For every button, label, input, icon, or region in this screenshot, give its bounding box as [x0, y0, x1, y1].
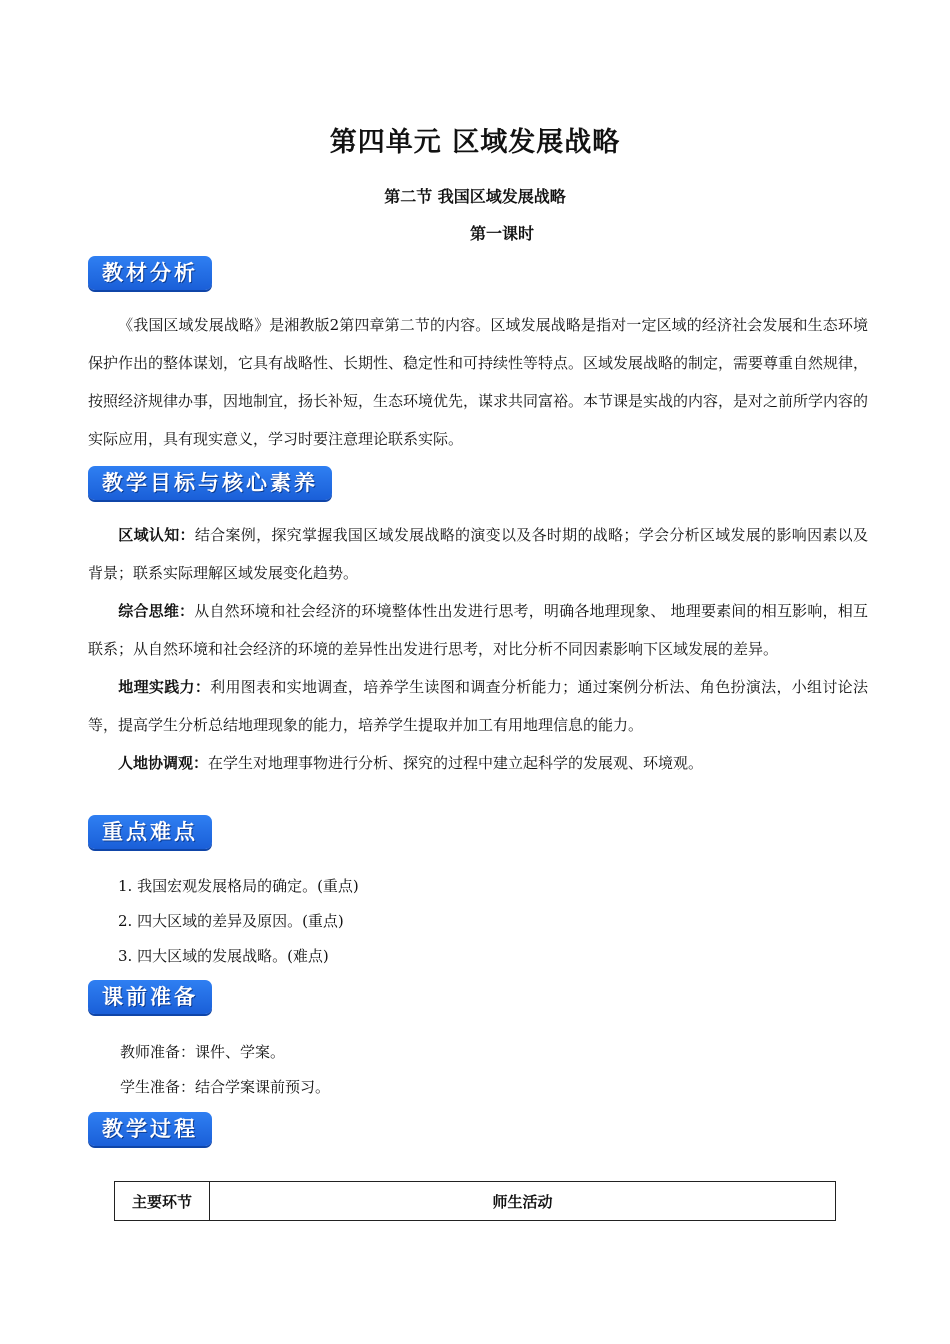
lesson-label: 第一课时: [470, 224, 535, 243]
material-analysis-text: 《我国区域发展战略》是湘教版2第四章第二节的内容。区域发展战略是指对一定区域的经济社会发展和生态环境保护作出的整体谋划，它具有战略性、长期性、稳定性和可持续性等特点。区域发展战略的制定，需要尊重自然规律，按照经济规律办事，因地制宜，扬长补短，生态环境优先，谋求共同富裕。本节课是实战的内容，是对之前所学内容的实际应用，具有现实意义，学习时要注意理论联系实际。: [88, 316, 869, 448]
student-preparation: 学生准备：结合学案课前预习。: [120, 1078, 331, 1096]
banner-teaching-goals: 教学目标与核心素养: [88, 466, 332, 500]
table-header-activity: 师生活动: [210, 1182, 836, 1221]
key-point-item: 2. 四大区域的差异及原因。(重点): [118, 912, 344, 930]
goal-item: 区域认知：结合案例，探究掌握我国区域发展战略的演变以及各时期的战略；学会分析区域发展的影响因素以及背景；联系实际理解区域发展变化趋势。: [88, 526, 868, 582]
goal-item: 地理实践力：利用图表和实地调查，培养学生读图和调查分析能力；通过案例分析法、角色扮演法，小组讨论法等，提高学生分析总结地理现象的能力，培养学生提取并加工有用地理信息的能力。: [88, 678, 868, 734]
goals-list: [88, 516, 868, 782]
goal-item: 人地协调观：在学生对地理事物进行分析、探究的过程中建立起科学的发展观、环境观。: [118, 754, 704, 772]
key-point-item: 1. 我国宏观发展格局的确定。(重点): [118, 877, 359, 895]
banner-key-points: 重点难点: [88, 815, 212, 849]
table-row: [115, 1182, 836, 1221]
banner-preparation: 课前准备: [88, 980, 212, 1014]
goal-item: 综合思维：从自然环境和社会经济的环境整体性出发进行思考，明确各地理现象、 地理要素间的相互影响，相互联系；从自然环境和社会经济的环境的差异性出发进行思考，对比分析不同因素影响下区域发展的差异。: [88, 602, 868, 658]
table-header-main-step: 主要环节: [115, 1182, 210, 1221]
key-point-item: 3. 四大区域的发展战略。(难点): [118, 947, 329, 965]
banner-material-analysis: 教材分析: [88, 256, 212, 290]
teaching-process-table: [114, 1181, 836, 1221]
teacher-preparation: 教师准备：课件、学案。: [120, 1043, 286, 1061]
page-title: 第四单元 区域发展战略: [329, 127, 621, 158]
banner-teaching-process: 教学过程: [88, 1112, 212, 1146]
section-subtitle: 第二节 我国区域发展战略: [384, 187, 566, 206]
